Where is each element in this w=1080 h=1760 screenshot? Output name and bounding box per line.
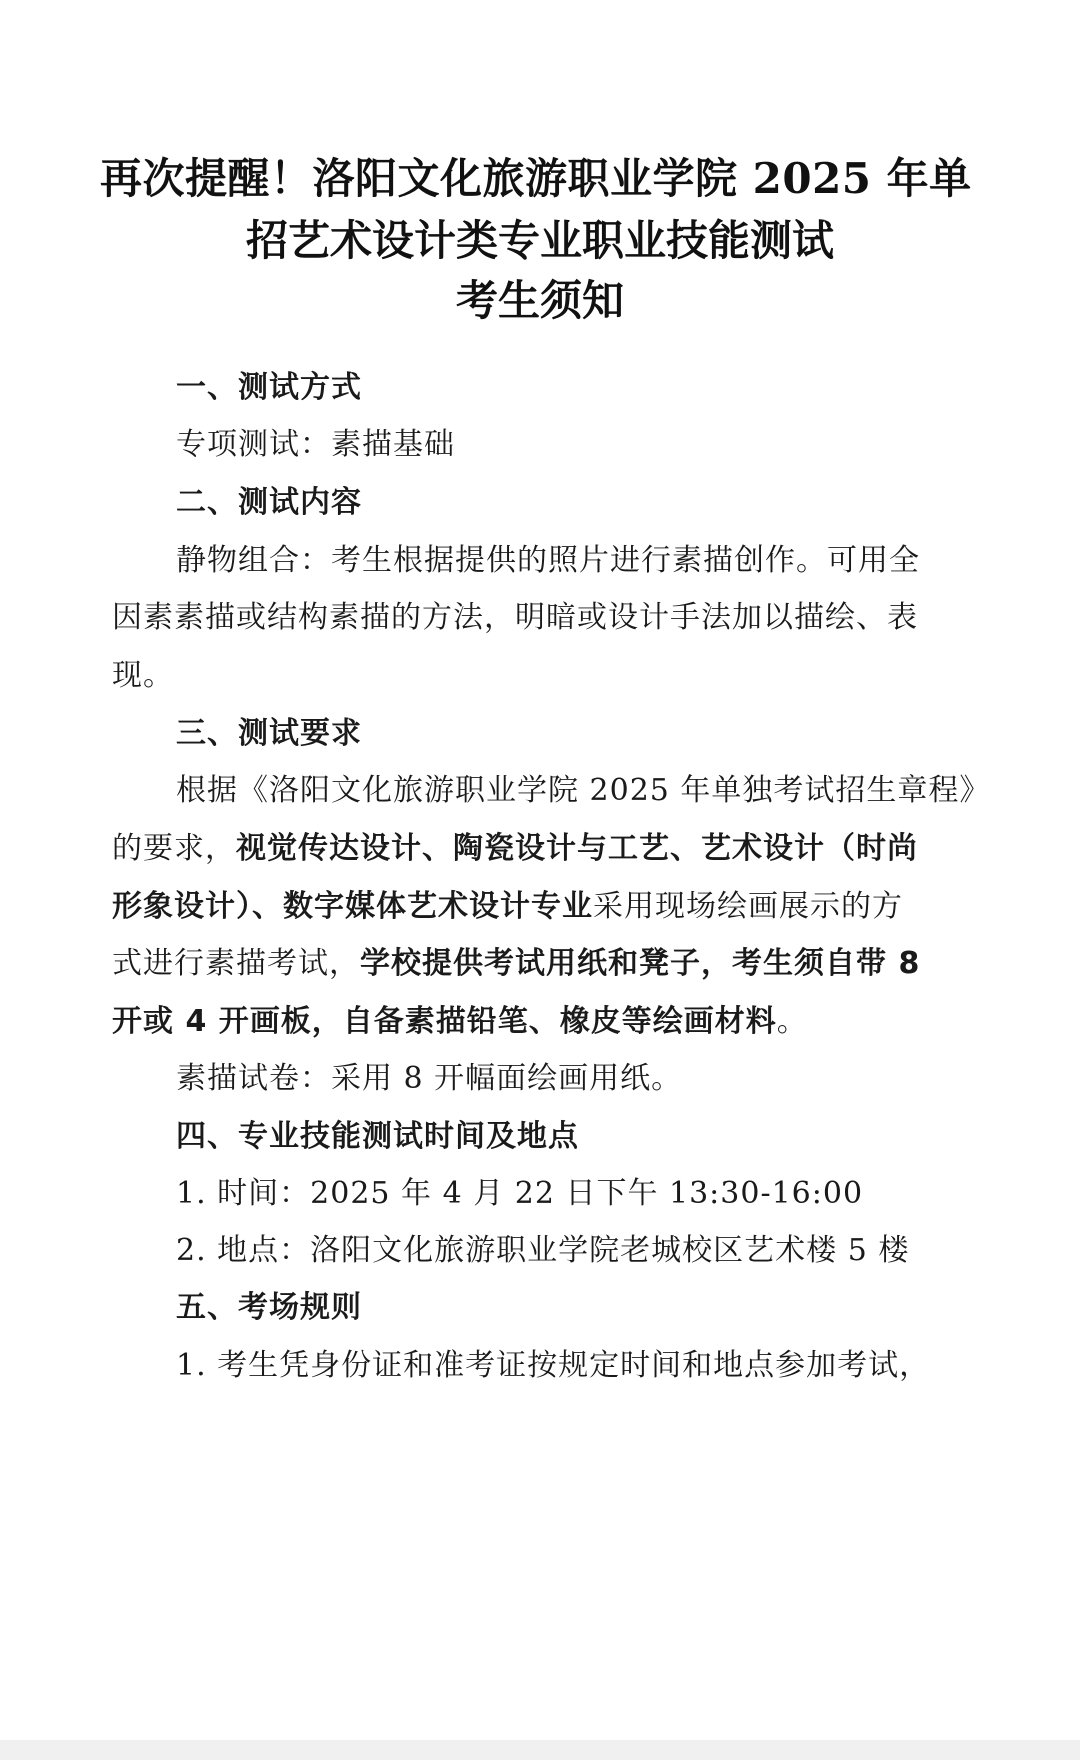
section-3-line-2-bold: 视觉传达设计、陶瓷设计与工艺、艺术设计（时尚: [236, 831, 918, 866]
section-3-line-2-plain: 的要求，: [112, 831, 236, 866]
section-3-line-3: [112, 887, 903, 927]
section-3-line-5-plain: 。: [776, 1004, 808, 1039]
section-3-line-2: [112, 829, 918, 869]
section-3-line-5: [112, 1002, 808, 1042]
section-5-rule-1: 1. 考生凭身份证和准考证按规定时间和地点参加考试，: [176, 1348, 931, 1383]
section-5-heading: 五、考场规则: [176, 1290, 362, 1325]
section-3-heading: 三、测试要求: [176, 716, 362, 751]
section-3-line-4-plain: 式进行素描考试，: [112, 946, 360, 981]
section-4-heading: 四、专业技能测试时间及地点: [176, 1119, 579, 1154]
section-3-line-1: 根据《洛阳文化旅游职业学院 2025 年单独考试招生章程》: [176, 773, 991, 808]
bottom-strip: [0, 1740, 1080, 1760]
title-line-2: 招艺术设计类专业职业技能测试: [245, 216, 834, 265]
section-1-heading: 一、测试方式: [176, 370, 362, 405]
section-3-line-3-plain: 采用现场绘画展示的方: [593, 889, 903, 924]
section-3-line-6: 素描试卷：采用 8 开幅面绘画用纸。: [176, 1061, 683, 1096]
section-4-place: 2. 地点：洛阳文化旅游职业学院老城校区艺术楼 5 楼: [176, 1233, 910, 1268]
section-2-heading: 二、测试内容: [176, 485, 362, 520]
section-2-line-2: 因素素描或结构素描的方法，明暗或设计手法加以描绘、表: [112, 600, 918, 635]
title-line-1: 再次提醒！洛阳文化旅游职业学院 2025 年单: [100, 154, 972, 203]
section-3-line-4-bold: 学校提供考试用纸和凳子，考生须自带 8: [360, 946, 921, 981]
section-3-line-5-bold: 开或 4 开画板，自备素描铅笔、橡皮等绘画材料: [112, 1004, 777, 1039]
section-2-line-3: 现。: [112, 658, 174, 693]
section-2-line-1: 静物组合：考生根据提供的照片进行素描创作。可用全: [176, 543, 920, 578]
section-3-line-3-bold: 形象设计）、数字媒体艺术设计专业: [112, 889, 593, 924]
section-4-time: 1. 时间：2025 年 4 月 22 日下午 13:30-16:00: [176, 1176, 864, 1211]
section-3-line-4: [112, 944, 920, 984]
title-line-3: 考生须知: [455, 276, 624, 325]
section-1-text: 专项测试：素描基础: [176, 427, 455, 462]
